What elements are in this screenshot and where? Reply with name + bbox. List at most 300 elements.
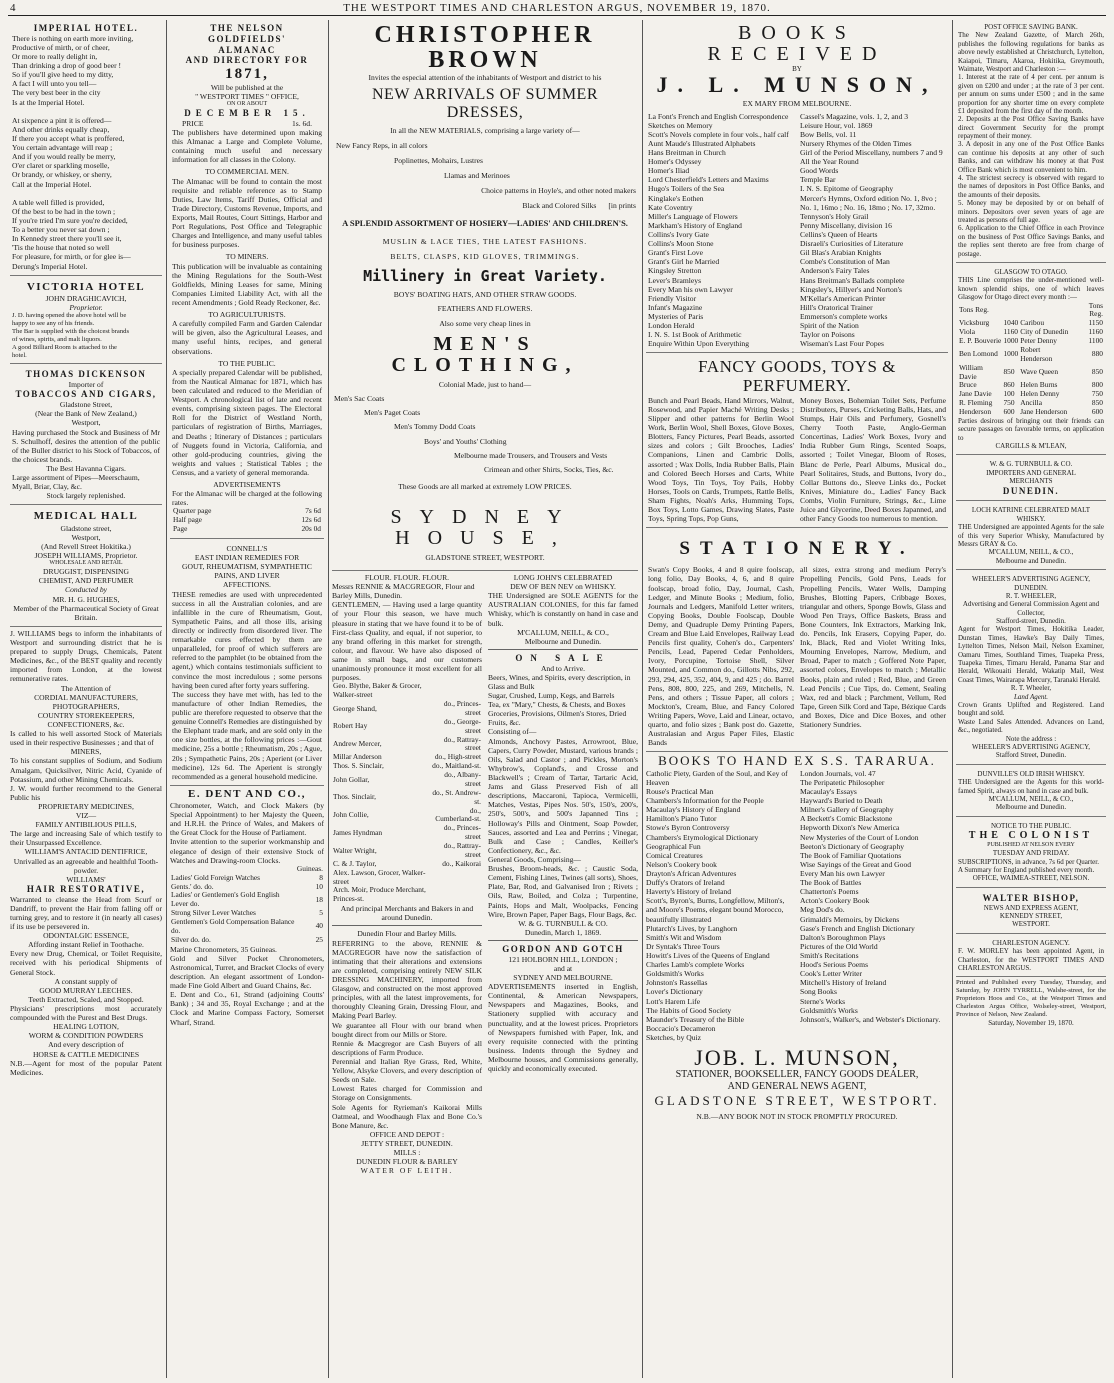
dickenson-sub: Importer of	[68, 380, 104, 390]
grocer-row-cell: do., George-street	[443, 716, 481, 735]
imperial-title: IMPERIAL HOTEL.	[33, 23, 139, 33]
ship-row-cell: Wave Queen	[1020, 367, 1059, 377]
grocer-row-cell: do., Princes-street	[443, 699, 481, 717]
book-item: The Habits of Good Society	[646, 1005, 732, 1015]
ship-row-cell: Henderson	[959, 407, 992, 416]
land: Land Agent.	[1013, 692, 1049, 701]
fancy-goods-ad	[646, 355, 948, 528]
stationery-right: all sizes, extra strong and medium Perry's Propelling Pencils, Gold Pens, Leads for Propelling Pencils, Water Wells, Damping Brushes, Blotting Papers, Cribbage Boxes, triangular and others, Sponge Bowls, Glass and Wood Pen Trays, Office Baskets, Brass and Bone Counters, Ink Extractors, Marking Ink, do. Pencils, Ink Erasers, Copying Paper, do. Ink, Black, Red and Violet Writing Inks, Mourning Envelopes, Narrow, Medium, and Broad, Paper to match ; Goffered Note Paper, assorted colors, Envelopes to match ; Metallic Books, plain and ruled ; Red, Blue, and Green Lead Pencils ; Cue Tips, do. Cement, Sealing Wax, red and black ; Parchment, Vellum, Red Tape, Green Silk Cord and Tape, Bézique Cards and Boxes, Dice and Dice Boxes, and other Stationery Sundries.	[800, 565, 946, 730]
dent-price-row	[170, 918, 324, 936]
mcn2-place: Melbourne and Dunedin.	[995, 803, 1067, 812]
grocer-row	[332, 886, 482, 904]
imperial-hotel-ad	[10, 20, 162, 276]
grocer-row-cell: Andrew Mercer,	[333, 739, 382, 749]
ship-row-cell: 850	[1003, 367, 1015, 377]
almanac-agri: A carefully compiled Farm and Garden Calendar will be given, also the Agricultural Leases, and many useful hints, recipes, and general observations.	[172, 319, 322, 356]
ship-row-cell: 750	[1003, 398, 1015, 408]
book-item: Disraeli's Curiosities of Literature	[800, 239, 904, 249]
wheeler-ad	[956, 572, 1106, 765]
wheeler-role: Advertising and General Commission Agent and Collector,	[962, 600, 1100, 617]
almanac-adv-intro: For the Almanac will be charged at the following rates.	[172, 489, 322, 508]
verse-line: And other drinks equally cheap,	[12, 124, 110, 134]
ship-row-cell: 1150	[1088, 318, 1103, 328]
book-item: Friendly Visitor	[648, 293, 697, 303]
healing: HEALING LOTION,	[53, 1022, 119, 1032]
book-item: Bow Bells, vol. 11	[800, 129, 857, 139]
mens-item: Boys' and Youths' Clothing	[424, 436, 507, 446]
ship-row-cell: 1160	[1003, 327, 1018, 337]
belts: BELTS, CLASPS, KID GLOVES, TRIMMINGS.	[390, 251, 580, 261]
office: OFFICE AND DEPOT :	[369, 1129, 445, 1139]
stationery-ad	[646, 530, 948, 752]
brown-ad	[332, 20, 638, 571]
book-item: The Book of Battles	[800, 878, 862, 888]
ship-row-cell: Ben Lomond	[959, 349, 998, 359]
dickenson-trade: TOBACCOS AND CIGARS,	[15, 389, 157, 400]
book-item: Emmerson's complete works	[800, 312, 888, 321]
tararua-title: BOOKS TO HAND EX S.S. TARARUA.	[658, 753, 936, 769]
tararua-right	[800, 769, 948, 1042]
book-item: New Mysteries of the Court of London	[800, 832, 919, 842]
savings-bank-ad	[956, 20, 1106, 263]
tararua-lists	[646, 769, 948, 1042]
dent-ad	[170, 788, 324, 1027]
mens-item: Men's Tommy Dodd Coats	[394, 422, 476, 432]
connell-title: AFFECTIONS.	[223, 580, 271, 590]
book-item: Sketches on Memory	[648, 120, 713, 130]
stationery-cols	[648, 565, 946, 747]
book-item: Kingsley's, Hillyer's and Norton's	[800, 284, 902, 294]
feathers: FEATHERS AND FLOWERS.	[437, 303, 533, 313]
victoria-line: hotel.	[12, 351, 27, 359]
brown-title: CHRISTOPHER BROWN	[374, 22, 596, 74]
gordon: GORDON AND GOTCH	[502, 944, 624, 954]
almanac-pub: " WESTPORT TIMES " OFFICE,	[195, 91, 299, 101]
rtw: R. T. Wheeler,	[1010, 684, 1052, 693]
book-item: Collins's Ivory Gate	[648, 230, 709, 240]
book-item: Grant's Girl he Married	[648, 257, 720, 267]
dunville-text: THE Undersigned are the Agents for this world-famed Spirit, always on hand in case and bulk.	[958, 778, 1104, 795]
page-number: 4	[10, 2, 17, 14]
book-item: Meg Dod's do.	[800, 905, 845, 915]
mills2: MILLS :	[393, 1148, 421, 1158]
medical-prop: JOSEPH WILLIAMS, Proprietor.	[34, 550, 138, 560]
brown-line: In all the NEW MATERIALS, comprising a large variety of—	[390, 125, 580, 135]
dent-prices	[170, 865, 324, 945]
rate-row-cell: Page	[173, 524, 188, 534]
physicians: Physicians' prescriptions most accurately compounded with the Purest and Best Drugs.	[10, 1004, 162, 1023]
book-item: Wiseman's Last Four Popes	[800, 339, 884, 349]
every-text: Every new Drug, Chemical, or Toilet Requisite, received with his periodical Shipments of General Stock.	[10, 949, 162, 977]
dent-price-row-cell: Gentlemen's Gold Compensation Balance do.	[171, 917, 295, 935]
dickenson-text: Having purchased the Stock and Business of Mr S. Schulhoff, desires the attention of the public of the Buller district to his Stock of Tobaccos, of the choicest brands.	[12, 427, 160, 464]
jetty: JETTY STREET, DUNEDIN.	[361, 1138, 453, 1148]
book-item: Song Books	[800, 987, 837, 997]
every2: And every description of	[48, 1040, 124, 1050]
miners: MINERS,	[70, 747, 102, 757]
tararua-ad	[646, 754, 948, 1120]
melb: Melbourne and Dunedin.	[524, 636, 602, 646]
book-item: Geographical Fun	[646, 841, 701, 851]
book-item: Hans Breitman's Ballads complete	[800, 275, 905, 285]
book-item: Pictures of the Old World	[800, 941, 878, 951]
grocer-row	[332, 807, 482, 825]
grocer-row-cell: Thos. Sinclair,	[333, 792, 377, 802]
rates-table	[172, 507, 322, 534]
pos-rule: 1. Interest at the rate of 4 per cent. per annum is given on £200 and under ; at the rate of 3 per cent. per annum on sums under £500 ; and in the same proportion for any shorter time on every complete £1 deposited from the first day of the month.	[958, 73, 1104, 115]
ship-row-cell: Jane Davie	[959, 389, 992, 399]
pos-text: The New Zealand Gazette, of March 26th, publishes the following regulations for banks as above newly established at Christchurch, Lyttelton, Kaiapoi, Timaru, Akaroa, Hokitika, Greymouth, Waimate, Westport and Charleston :—	[958, 31, 1104, 73]
dent-more: Gold and Silver Pocket Chronometers, Astronomical, Turret, and Bracket Clocks of every description. An elegant assortment of London-made Fine Gold Albert and Guard Chains, &c.	[170, 953, 324, 991]
verse-line: And if you would really be merry,	[12, 152, 116, 162]
leeches: GOOD MURRAY LEECHES.	[39, 985, 133, 995]
grocer-row	[332, 789, 482, 807]
job-sub2: AND GENERAL NEWS AGENT,	[727, 1081, 867, 1093]
gordon-text: ADVERTISEMENTS inserted in English, Continental, & American Newspapers, Newspapers and Magazines, Books, and Stationery supplied with accuracy and punctuality, and at the lowest prices. Proprietors of Newspapers furnished with Paper, Ink, and every requisite connected with the printing business. Indents through the Sydney and Melbourne houses, and Commissions generally, quickly and economically executed.	[488, 982, 638, 1074]
book-item: Mitchell's History of Ireland	[800, 978, 887, 988]
books-right	[800, 112, 946, 349]
book-item: Cook's Letter Writer	[800, 969, 863, 979]
dent-price-row-cell: 5	[319, 908, 323, 918]
book-item: Chatterton's Poems	[800, 887, 859, 897]
tea: Tea, ex "Mary," Chests, & Chests, and Boxes	[488, 700, 626, 710]
hair: HAIR RESTORATIVE,	[26, 883, 146, 894]
ship-row-cell: 1040	[1003, 318, 1019, 328]
book-item: Every Man his own Lawyer	[648, 284, 733, 294]
dent-text: Chronometer, Watch, and Clock Makers (by Special Appointment) to her Majesty the Queen, and H.R.H. the Prince of Wales, and Makers of the Great Clock for the House of Parliament.	[170, 801, 324, 838]
crown: Crown Grants Uplifted and Registered. Land bought and sold.	[958, 701, 1104, 718]
book-item: Tennyson's Holy Grail	[800, 211, 869, 221]
ship-row	[958, 364, 1104, 382]
book-item: Lever's Bramleys	[648, 275, 702, 285]
arrive: And to Arrive.	[540, 663, 586, 673]
ship-row-cell: 1160	[1088, 327, 1103, 337]
book-item: Homer's Odyssey	[648, 157, 702, 167]
sugar: Sugar, Crushed, Lump, Kegs, and Barrels	[488, 691, 615, 701]
mens-item: Men's Paget Coats	[364, 408, 421, 418]
pills: FAMILY ANTIBILIOUS PILLS,	[35, 820, 137, 830]
mens-items	[334, 394, 636, 474]
victoria-owner: JOHN DRAGHICAVICH,	[45, 293, 127, 303]
supply: A constant supply of	[54, 976, 118, 986]
dent-price-row-cell: 10	[315, 881, 323, 891]
book-item: London Journals, vol. 47	[800, 768, 876, 778]
dentifrice: WILLIAM'S ANTACID DENTIFRICE,	[24, 847, 148, 857]
almanac-price	[172, 119, 322, 128]
charleston: CHARLESTON AGENCY.	[992, 938, 1070, 947]
dent-price-row	[170, 936, 324, 945]
whisky-ad	[488, 573, 638, 1175]
victoria-text	[12, 312, 160, 359]
note: Note the address :	[1005, 734, 1057, 743]
grocers-table	[332, 682, 482, 904]
stafford: Stafford-street, Dunedin.	[996, 617, 1066, 626]
subs: SUBSCRIPTIONS, in advance, 7s 6d per Quarter.	[958, 857, 1099, 866]
book-item: Stowe's Byron Controversy	[646, 823, 730, 833]
book-item: Mercer's Hymns, Oxford edition No. 1, 8vo ; No. 1, 16mo ; No. 16, 18mo ; No. 17, 32mo.	[800, 193, 937, 212]
book-item: Sterne's Works	[800, 996, 846, 1006]
book-item: Hamilton's Piano Tutor	[646, 814, 717, 824]
verse-line: In Kennedy street there you'll see it,	[12, 234, 122, 244]
ship-row-cell: Robert Henderson	[1020, 344, 1053, 363]
book-item: Spirit of the Nation	[800, 321, 859, 331]
brown-line: Black and Colored Silks	[522, 201, 597, 211]
almanac-pub: ON OR ABOUT	[226, 100, 268, 107]
book-item: Lott's Harem Life	[646, 996, 701, 1006]
brown-line: Poplinettes, Mohairs, Lustres	[394, 155, 484, 165]
flour-ad	[332, 573, 482, 1175]
book-item: Boccacio's Decameron	[646, 1023, 716, 1033]
waste: Waste Land Sales Attended. Advances on Land, &c., negotiated.	[958, 717, 1104, 735]
loch-text: THE Undersigned are appointed Agents for the sale of this very Superior Whisky, Manufactured by Messrs GRAY & Co.	[958, 523, 1104, 548]
dent-invite: Invite attention to the superior workmanship and elegance of design of their extensive Stock of Watches and Drawing-room Clocks.	[170, 837, 324, 865]
book-item: Nursery Rhymes of the Olden Times	[800, 138, 912, 148]
verse-line: Than drinking a drop of good beer !	[12, 61, 122, 71]
dent-price-row-cell: 18	[315, 894, 323, 904]
book-item: A Beckett's Comic Blackstone	[800, 814, 893, 824]
fancy-title: FANCY GOODS, TOYS & PERFUMERY.	[698, 357, 896, 396]
mills: Dunedin Flour and Barley Mills.	[357, 929, 457, 939]
importers: IMPORTERS AND GENERAL	[986, 468, 1076, 477]
grocer-row-cell: Geo. Blythe, Baker & Grocer, Walker-street	[333, 681, 422, 700]
medical-hall-ad	[10, 507, 162, 626]
almanac-heading: TO COMMERCIAL MEN.	[205, 167, 289, 177]
wg: W. & G. TURNBULL & CO.	[518, 918, 608, 928]
whisky-title: LONG JOHN'S CELEBRATED	[513, 573, 613, 583]
ship-row-cell: 1000	[1003, 336, 1019, 345]
proprietary: PROPRIETARY MEDICINES,	[38, 801, 134, 811]
book-item: I. N. S. Epitome of Geography	[800, 184, 894, 194]
book-item: Kinglake's Eothen	[648, 193, 704, 203]
verse-line: Or brandy, or whiskey, or sherry,	[12, 170, 112, 180]
ship-row-cell: Tons Reg.	[1088, 300, 1103, 319]
verse-line: The very best beer in the city	[12, 88, 101, 98]
column-rule	[952, 20, 953, 1378]
book-item: Gil Blas's Arabian Knights	[800, 248, 882, 258]
grocer-row	[332, 736, 482, 754]
verse-line: A fact I will unto you tell—	[12, 79, 97, 89]
dent-addr: E. Dent and Co., 61, Strand (adjoining Coutts' Bank) ; 34 and 35, Royal Exchange ; and at the Clock and Marine Compass Factory, Somerset Wharf, Strand.	[170, 990, 324, 1027]
jw-text: J. W. would further recommend to the General Public his	[10, 783, 162, 802]
connell-text: THESE remedies are used with unprecedented success in all the Australian colonies, and are infallible in the cure of Rheumatism, Gout, Sympathetic Pains, and all those ills, arising directly or indirectly from disordered liver. The remarkable cures effected by them are unparalleled, for proof of which sufferers are referred to the pamphlet (to be obtained from the agent,) which contains testimonials sufficient to convince the most incredulous ; some persons having been cured after forty years suffering.	[172, 589, 322, 690]
dent-price-row-cell: 25	[315, 934, 323, 944]
verse-line: Or more to really delight in,	[12, 52, 98, 62]
almanac-year: 1871,	[225, 66, 269, 83]
book-item: Smith's Wit and Wisdom	[646, 932, 722, 942]
lowest: Lowest Rates charged for Commission and Storage on Consignments.	[332, 1084, 482, 1103]
almanac-public: A specially prepared Calendar will be published, from the Nautical Almanac for 1871, which has been calculated and reduced to the Meridian of Westport. A chronological list of late and recent events, comprising sixteen pages. The Electoral Roll for the District of Westland North, particulars of registration of Births, Marriages, and Deaths ; Itinerary of Distances ; particulars of Nuggets found in Victoria, California, and other gold-producing countries, giving the weights and values ; Statistical Tables ; the Census, and a variety of general memoranda.	[172, 367, 322, 477]
ship-row-cell: Caribou	[1020, 318, 1045, 328]
odont-text: Affording instant Relief in Toothache.	[28, 940, 144, 950]
ship-row	[958, 408, 1104, 417]
mcn-place: Melbourne and Dunedin.	[995, 556, 1067, 565]
book-item: Grimaldi's Memoirs, by Dickens	[800, 914, 900, 924]
dunedin: DUNEDIN.	[1002, 485, 1060, 496]
ship-row-cell: 1100	[1088, 336, 1103, 345]
book-item: Kate Coventry	[648, 202, 693, 212]
grocer-row-cell: Alex. Lawson, Grocer, Walker-street	[333, 867, 426, 886]
book-item: Hood's Serious Poems	[800, 960, 869, 970]
medical-addr: Gladstone street,	[60, 523, 112, 533]
imperial-verse	[12, 34, 160, 271]
dent-price-row	[170, 891, 324, 909]
trade-line: CORDIAL MANUFACTURERS,	[34, 692, 138, 702]
brown-arrivals: NEW ARRIVALS OF SUMMER DRESSES,	[371, 86, 598, 122]
book-item: Comical Creatures	[646, 850, 703, 860]
grocer-row-cell	[428, 869, 482, 887]
grocer-row-cell: Thos. S. Sinclair,	[333, 761, 384, 771]
rate-row-cell: Quarter page	[173, 506, 212, 516]
dent-price-row-cell: 40	[315, 921, 323, 931]
also: Also some very cheap lines in	[439, 318, 531, 328]
book-item: Macaulay's Essays	[800, 786, 857, 796]
connell-title: EAST INDIAN REMEDIES FOR	[194, 553, 300, 563]
column-4	[646, 20, 948, 1380]
stationery-title: STATIONERY.	[679, 538, 915, 560]
book-item: Drayton's African Adventures	[646, 868, 737, 878]
dickenson-line: The Best Havanna Cigars.	[46, 463, 126, 473]
brown-line: Choice patterns in Hoyle's, and other noted makers	[481, 186, 636, 196]
grocer-row-cell: C. & J. Taylor,	[333, 858, 377, 868]
almanac-pub: Will be published at the	[210, 82, 284, 92]
colonial: Colonial Made, just to hand—	[438, 380, 532, 390]
book-item: Enquire Within Upon Everything	[648, 339, 749, 349]
column-rule	[642, 20, 643, 1378]
pos-rules	[958, 73, 1104, 258]
ship-row-cell: 100	[1003, 389, 1015, 399]
mens-clothing: MEN'S CLOTHING,	[391, 333, 579, 377]
book-item: Homer's Iliad	[648, 166, 690, 176]
verse-line: There is nothing on earth more inviting,	[12, 33, 134, 43]
dent-price-row-cell: Gents.' do. do.	[171, 881, 214, 891]
bishop-sub: NEWS AND EXPRESS AGENT,	[983, 903, 1079, 912]
medical-member: Member of the Pharmaceutical Society of Great Britain.	[13, 603, 159, 622]
book-item: Aunt Maude's Illustrated Alphabets	[648, 138, 756, 148]
column-5	[956, 20, 1106, 1380]
verse-line: If you're tried I'm sure you're decided,	[12, 215, 128, 225]
dickenson-town: Westport,	[71, 418, 101, 428]
book-item: Duffy's Orators of Ireland	[646, 878, 725, 888]
dent-price-row-cell: Guineas.	[296, 863, 323, 873]
ship-row	[958, 346, 1104, 364]
flour-title: FLOUR. FLOUR. FLOUR.	[364, 573, 450, 583]
williams-ad	[10, 629, 162, 1077]
connell-text: The success they have met with, has led to the manufacture of other Indian Remedies, the public are therefore requested to observe that the genuine Connell's Remedies are distinguished by the Elephant trade mark, and are sold only in the one size bottles, at the following prices :—Gout medicine, 25s a bottle ; Rheumatism, 20s ; Ague, 20s ; Sympathetic Pains, 20s ; Aperient (or Liver medicine), 12s 6d. The Aperient is strongly recommended as a general household medicine.	[172, 689, 322, 781]
onsale: ON SALE	[515, 652, 611, 663]
connell-ad	[170, 541, 324, 786]
grocer-row	[332, 700, 482, 718]
loch-ad	[956, 503, 1106, 570]
mens-item: Melbourne made Trousers, and Trousers and Vests	[454, 450, 608, 460]
verse-line: At sixpence a pint it is offered—	[12, 115, 112, 125]
job-nb: N.B.—ANY BOOK NOT IN STOCK PROMPTLY PROCURED.	[696, 1111, 898, 1121]
grocer-row-cell: do., Cumberland-st.	[435, 805, 481, 824]
grocer-row-cell: do., Rattray-street	[443, 734, 481, 753]
book-item: Grant's First Love	[648, 248, 703, 258]
mcn2: M'CALLUM, NEILL, & CO.,	[988, 794, 1074, 803]
verse-line: For pleasure, for mirth, or for glee is—	[12, 252, 131, 262]
dickenson-title: THOMAS DICKENSON	[25, 369, 147, 380]
book-item: Haverty's History of Ireland	[646, 887, 732, 897]
dickenson-addr: Gladstone Street,	[59, 400, 113, 410]
mens-item: Men's Sac Coats	[334, 394, 385, 404]
book-item: Girl of the Period Miscellany, numbers 7 and 9	[800, 148, 943, 158]
victoria-line: J. D. having opened the above hotel will be	[12, 312, 127, 320]
column-2	[170, 20, 324, 1380]
ship-row-cell: 860	[1003, 380, 1015, 390]
verse-line	[12, 107, 160, 116]
books-title: BOOKS RECEIVED	[707, 22, 887, 65]
attention: The Attention of	[60, 683, 112, 693]
rm-supply: Rennie & Macgregor are Cash Buyers of all descriptions of Farm Produce.	[332, 1038, 482, 1057]
ship-row-cell: 800	[1091, 380, 1103, 390]
gladstone: GLADSTONE STREET, WESTPORT.	[425, 552, 545, 562]
brown-line: New Fancy Reps, in all colors	[336, 140, 428, 150]
rate-row-cell: 7s 6d	[305, 506, 321, 516]
book-item: Anderson's Fairy Tales	[800, 266, 870, 276]
ship-row-cell: Vicksburg	[959, 318, 990, 328]
book-item: Mysteries of Paris	[648, 312, 704, 321]
connell-title: CONNELL'S	[226, 544, 268, 553]
grocer-row-cell: do., High-street	[434, 752, 481, 762]
medical-addr: Westport,	[71, 532, 101, 542]
marked: These Goods are all marked at extremely LOW PRICES.	[398, 481, 572, 491]
verse-line	[12, 189, 160, 198]
turnbull: W. & G. TURNBULL & CO.	[989, 460, 1073, 469]
horse: HORSE & CATTLE MEDICINES	[32, 1049, 140, 1059]
dickenson-line: Stock largely replenished.	[46, 491, 126, 501]
dentifrice-text: Unrivalled as an agreeable and healthful Tooth-powder.	[13, 856, 159, 875]
general: General Goods, Comprising—	[488, 855, 582, 865]
sole: Sole Agents for Ryrieman's Kaikorai Mills Oatmeal, and Woodhaugh Flax and Bone Co.'s Bone Manure, &c.	[332, 1102, 482, 1130]
wheeler-title: WHEELER'S ADVERTISING AGENCY, DUNEDIN.	[972, 575, 1090, 592]
book-item: Lord Chesterfield's Letters and Maxims	[648, 175, 769, 185]
glasgow-ad	[956, 265, 1106, 456]
medical-trade: CHEMIST, AND PERFUMER	[38, 576, 134, 586]
fancy-right: Money Boxes, Bohemian Toilet Sets, Perfume Distributers, Purses, Cricketing Balls, Hats, and Stumps, Hair Oils and Perfumery, Gosnell's Cherry Tooth Paste, Anglo-German Concertinas, Ladies' Work Boxes, Ivory and India Rubber Gum Rings, Scented Soaps, assorted ; Toilet Vinegar, Bloom of Roses, Blanc de Perle, Pearl Albums, Musical do., Pearl Solitaires, Studs, and Buttons, Ivory do., Collar Buttons do., Sleeve Links do., Pocket Knives, Miniature do., Ladies' Fancy Back Combs, Violin Furniture, Strings, &c., Lime Juice and Glycerine, Deed Boxes Japanned, and other Fancy Goods too numerous to mention.	[800, 395, 946, 524]
book-item: Johnston's Rassellas	[646, 978, 708, 988]
ship-row-cell: 600	[1091, 407, 1103, 416]
pos-rule: 4. The strictest secrecy is observed with regard to the names of depositors in Post Office Banks, and the amounts of their deposits.	[958, 174, 1104, 199]
ship-row-cell: 1000	[1003, 349, 1019, 359]
glasgow-text: THIS Line comprises the under-mentioned well-known splendid ships, one of which leaves Glasgow for Otago direct every month :—	[958, 276, 1104, 302]
dunville: DUNVILLE'S OLD IRISH WHISKY.	[977, 769, 1085, 778]
book-item: Miller's Language of Flowers	[648, 211, 738, 221]
dent-price-row-cell: 8	[319, 872, 323, 882]
tararua-left	[646, 769, 794, 1042]
price-label: PRICE	[182, 118, 204, 128]
victoria-line: The Bar is supplied with the choicest brands	[12, 327, 130, 335]
whisky-text: THE Undersigned are SOLE AGENTS for the AUSTRALIAN COLONIES, for this far famed Whisky, whic'h is constantly on hand in case and bulk.	[488, 591, 638, 628]
verse-line: Of the best to be had in the town ;	[12, 206, 116, 216]
flour-text: GENTLEMEN, — Having used a large quantity of your Flour this season, we have much pleasure in stating that we have found it to be of First-class Quality, and equal, if not superior, to any brand offering in this market for strength, colour, and flavour. We have also disposed of same in small bags, and our customers unanimously pronounce it most excellent for all purposes.	[332, 600, 482, 683]
book-item: I. N. S. 1st Book of Arithmetic	[648, 330, 742, 340]
beers: Beers, Wines, and Spirits, every description, in Glass and Bulk	[488, 672, 631, 691]
book-item: Goldsmith's Works	[800, 1005, 858, 1015]
almanac-heading: TO MINERS.	[225, 252, 269, 262]
stafford2: Stafford Street, Dunedin.	[995, 751, 1067, 760]
medical-trade: DRUGGIST, DISPENSING	[43, 567, 129, 577]
loch: LOCH KATRINE CELEBRATED MALT WHISKY.	[971, 506, 1091, 523]
ship-row-cell	[1002, 302, 1019, 320]
teeth: Teeth Extracted, Scaled, and Stopped.	[28, 994, 144, 1004]
medical-name: MR. H. G. HUGHES,	[52, 594, 120, 604]
book-item: Cassel's Magazine, vols. 1, 2, and 3	[800, 111, 909, 121]
book-item: Scott's, Byron's, Burns, Longfellow, Milton's, and Moore's Poems, elegant bound Morocco, beautifully illustrated	[646, 896, 785, 924]
book-item: Hill's Oratorical Trainer	[800, 302, 873, 312]
price-value: 1s. 6d.	[291, 118, 312, 128]
grocer-row-cell: John Collie,	[333, 810, 369, 820]
